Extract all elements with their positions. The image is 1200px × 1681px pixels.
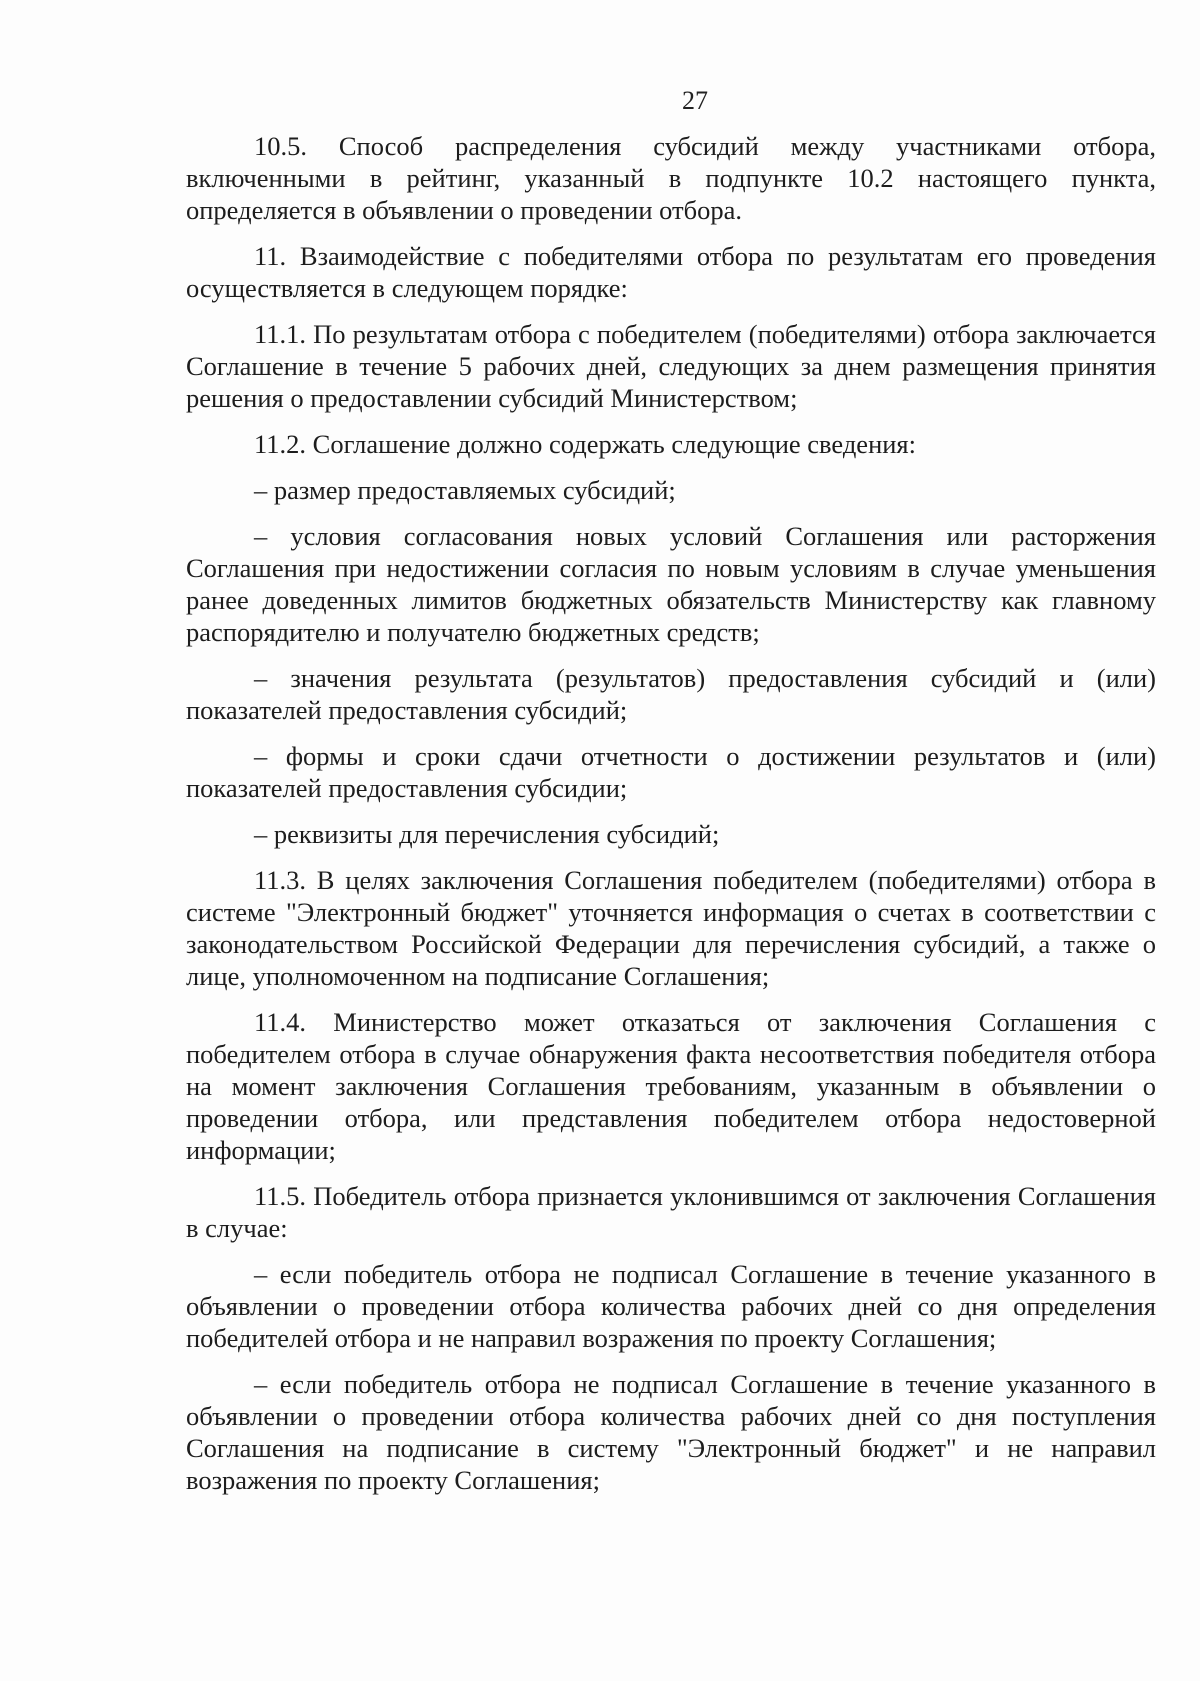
document-body	[186, 130, 1156, 1496]
list-item-not-signed-by-deadline: – если победитель отбора не подписал Соглашение в течение указанного в объявлении о проведении отбора количества рабочих дней со дня определения победителей отбора и не направил возражения по проекту Соглашения;	[186, 1259, 1156, 1353]
list-item-result-values: – значения результата (результатов) предоставления субсидий и (или) показателей предоставления субсидий;	[186, 663, 1156, 725]
list-item-agreement-terms: – условия согласования новых условий Соглашения или расторжения Соглашения при недостижении согласия по новым условиям в случае уменьшения ранее доведенных лимитов бюджетных обязательств Министерству как главному распорядителю и получателю бюджетных средств;	[186, 521, 1156, 647]
list-item-reporting-forms: – формы и сроки сдачи отчетности о достижении результатов и (или) показателей предоставления субсидии;	[186, 741, 1156, 803]
list-item-payment-details: – реквизиты для перечисления субсидий;	[254, 819, 720, 849]
paragraph-11-4: 11.4. Министерство может отказаться от заключения Соглашения с победителем отбора в случае обнаружения факта несоответствия победителя отбора на момент заключения Соглашения требованиям, указанным в объявлении о проведении отбора, или представления победителем отбора недостоверной информации;	[186, 1007, 1156, 1165]
list-item-subsidy-size: – размер предоставляемых субсидий;	[254, 475, 676, 505]
paragraph-11-5: 11.5. Победитель отбора признается уклонившимся от заключения Соглашения в случае:	[186, 1181, 1156, 1243]
paragraph-11: 11. Взаимодействие с победителями отбора по результатам его проведения осуществляется в следующем порядке:	[186, 241, 1156, 303]
paragraph-10-5: 10.5. Способ распределения субсидий между участниками отбора, включенными в рейтинг, указанный в подпункте 10.2 настоящего пункта, определяется в объявлении о проведении отбора.	[186, 131, 1156, 225]
paragraph-11-1: 11.1. По результатам отбора с победителем (победителями) отбора заключается Соглашение в течение 5 рабочих дней, следующих за днем размещения принятия решения о предоставлении субсидий Министерством;	[186, 319, 1156, 413]
list-item-not-signed-in-system: – если победитель отбора не подписал Соглашение в течение указанного в объявлении о проведении отбора количества рабочих дней со дня поступления Соглашения на подписание в систему "Электронный бюджет" и не направил возражения по проекту Соглашения;	[186, 1369, 1156, 1495]
paragraph-11-2: 11.2. Соглашение должно содержать следующие сведения:	[254, 429, 916, 459]
page-number: 27	[682, 86, 708, 115]
paragraph-11-3: 11.3. В целях заключения Соглашения победителем (победителями) отбора в системе "Электронный бюджет" уточняется информация о счетах в соответствии с законодательством Российской Федерации для перечисления субсидий, а также о лице, уполномоченном на подписание Соглашения;	[186, 865, 1156, 991]
